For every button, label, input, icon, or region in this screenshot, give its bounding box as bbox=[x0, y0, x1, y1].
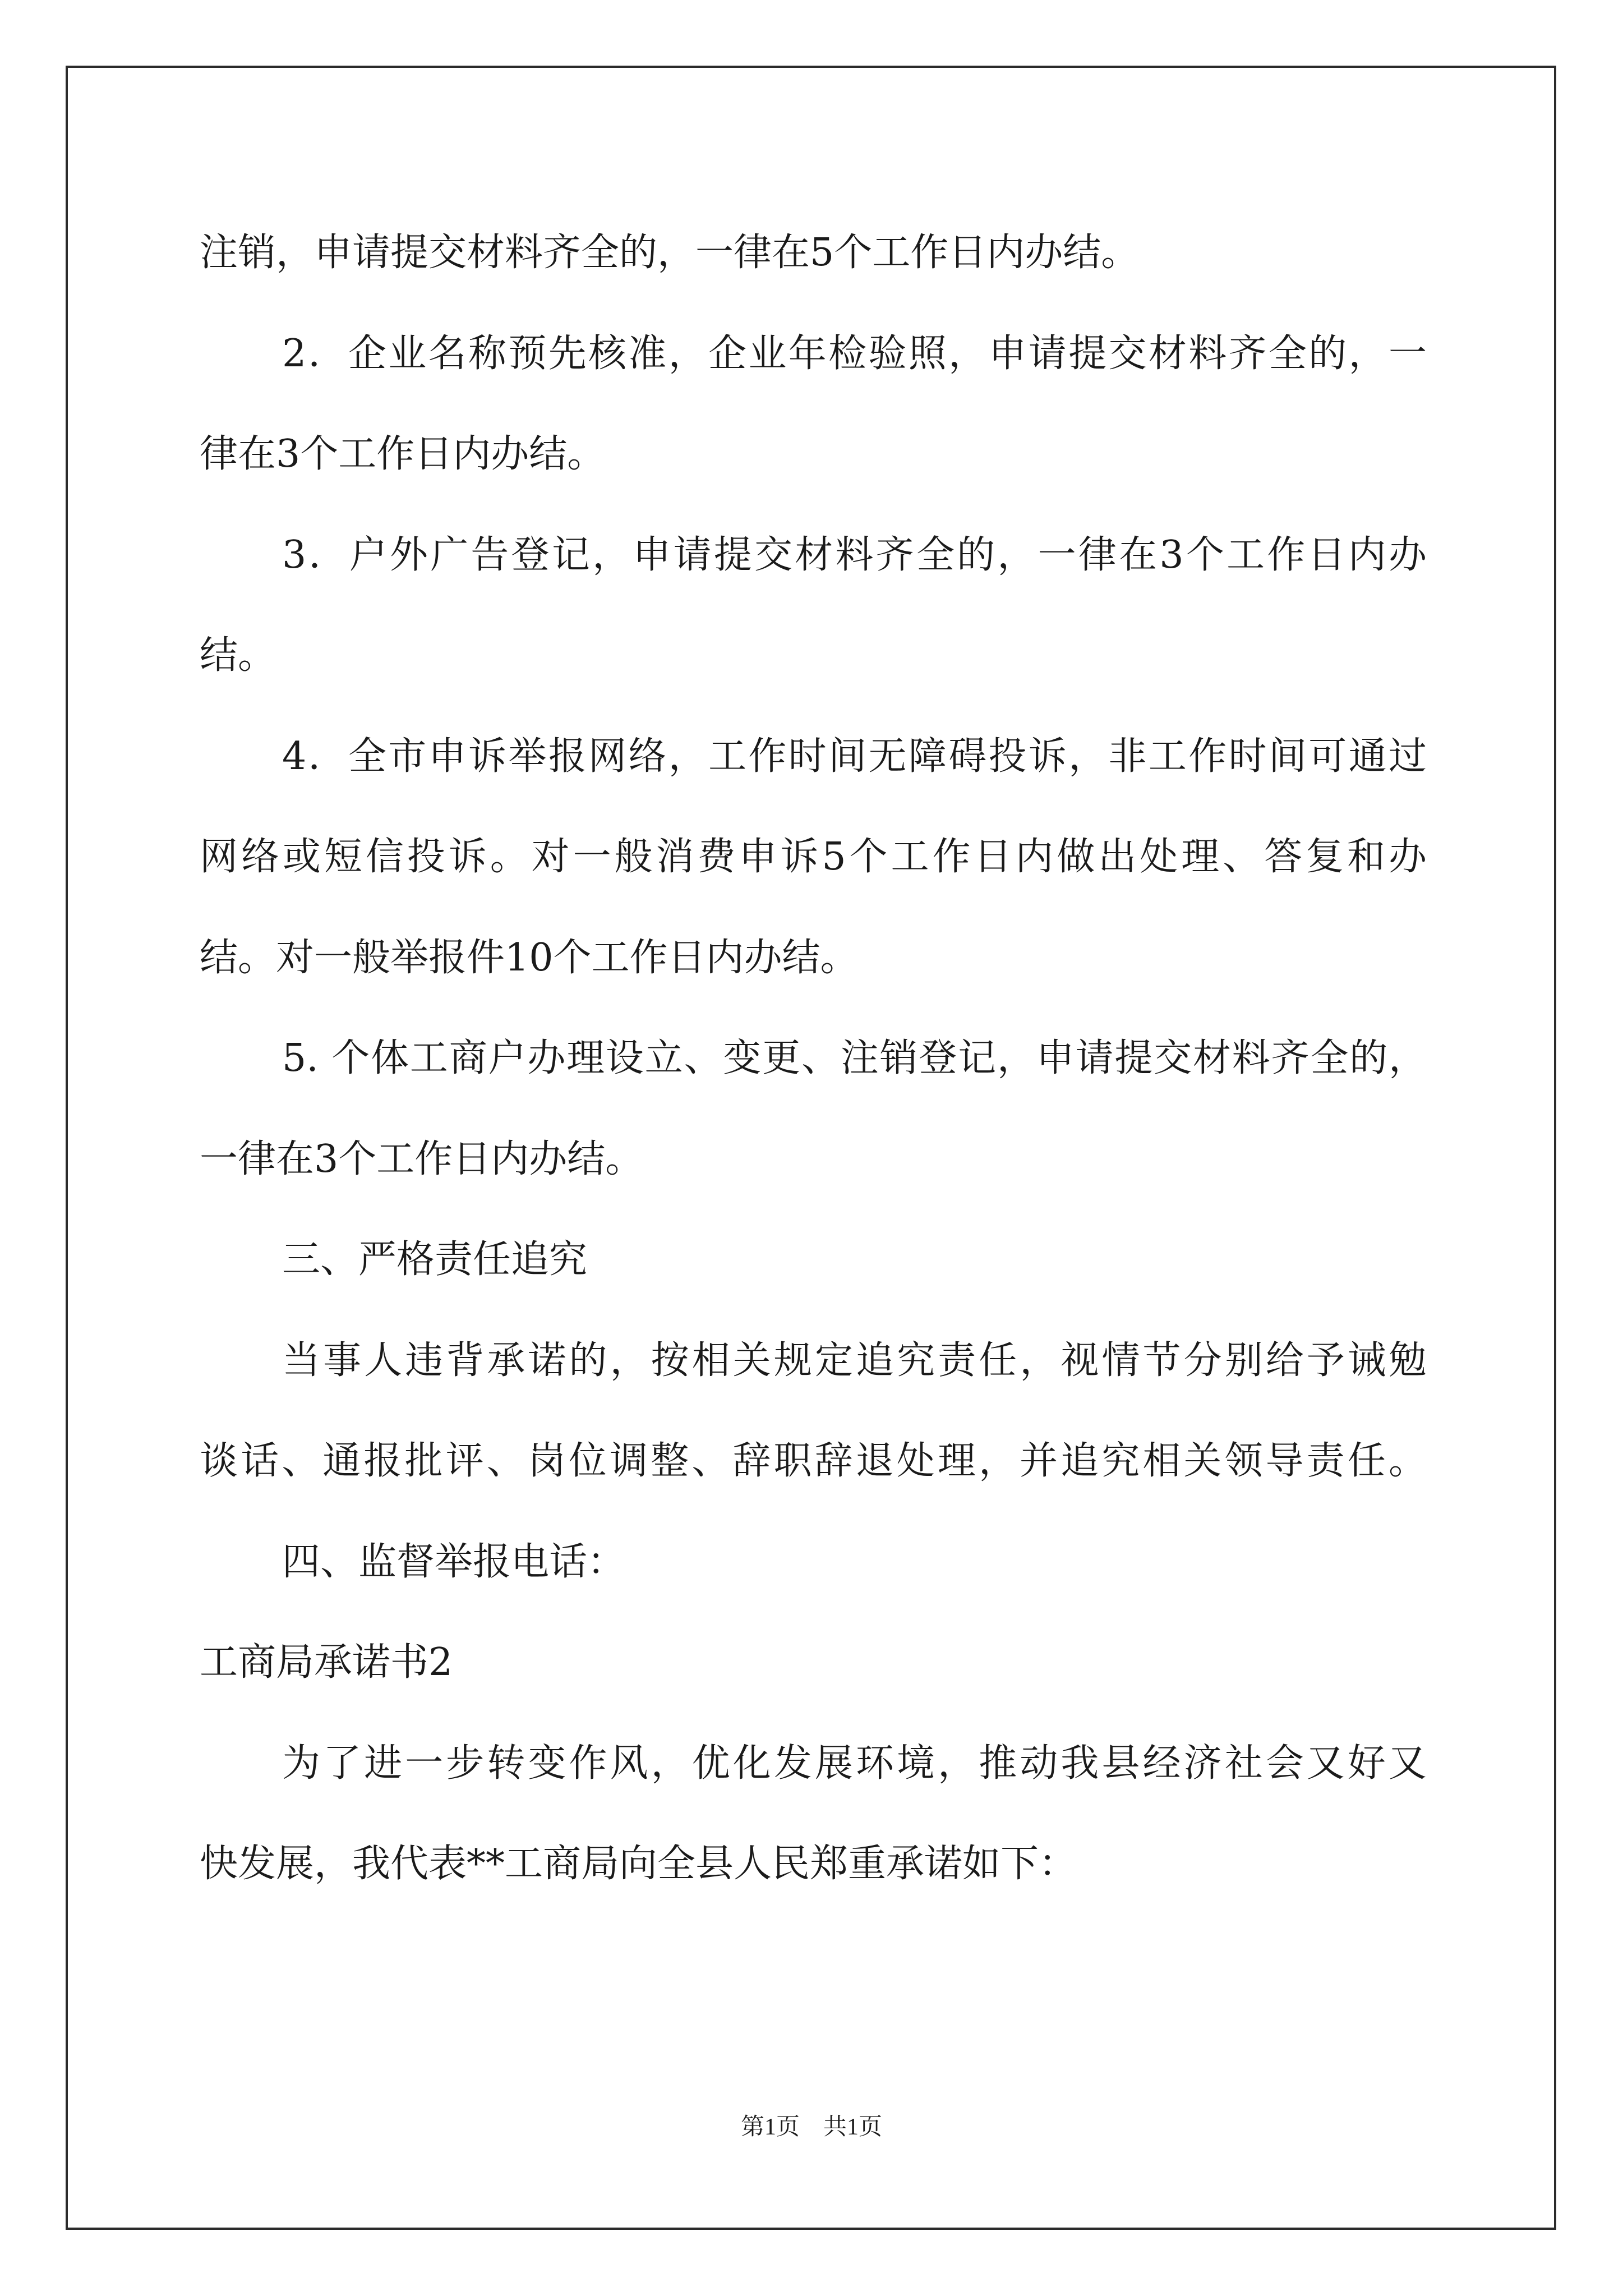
paragraph-line: 一律在3个工作日内办结。 bbox=[200, 1137, 644, 1181]
paragraph-line: 2．企业名称预先核准，企业年检验照，申请提交材料齐全的，一 bbox=[282, 332, 1427, 376]
paragraph-line: 律在3个工作日内办结。 bbox=[200, 432, 606, 476]
section-heading: 三、严格责任追究 bbox=[282, 1237, 588, 1282]
paragraph-line: 5. 个体工商户办理设立、变更、注销登记，申请提交材料齐全的， bbox=[282, 1036, 1427, 1080]
paragraph-line: 当事人违背承诺的，按相关规定追究责任，视情节分别给予诫勉 bbox=[282, 1338, 1427, 1383]
paragraph-line: 3．户外广告登记，申请提交材料齐全的，一律在3个工作日内办 bbox=[282, 533, 1427, 577]
paragraph-line: 为了进一步转变作风，优化发展环境，推动我县经济社会又好又 bbox=[282, 1741, 1427, 1786]
paragraph-line: 网络或短信投诉。对一般消费申诉5个工作日内做出处理、答复和办 bbox=[200, 835, 1427, 879]
paragraph-line: 谈话、通报批评、岗位调整、辞职辞退处理，并追究相关领导责任。 bbox=[200, 1439, 1427, 1483]
paragraph-line: 结。对一般举报件10个工作日内办结。 bbox=[200, 936, 859, 980]
paragraph-line: 4．全市申诉举报网络，工作时间无障碍投诉，非工作时间可通过 bbox=[282, 734, 1427, 779]
paragraph-line: 快发展，我代表**工商局向全县人民郑重承诺如下： bbox=[200, 1842, 1077, 1886]
paragraph-line: 注销，申请提交材料齐全的，一律在5个工作日内办结。 bbox=[200, 231, 1140, 275]
document-title: 工商局承诺书2 bbox=[200, 1640, 453, 1685]
paragraph-line: 结。 bbox=[200, 633, 276, 678]
section-heading: 四、监督举报电话： bbox=[282, 1540, 626, 1584]
page-footer: 第1页 共1页 bbox=[740, 2114, 882, 2140]
